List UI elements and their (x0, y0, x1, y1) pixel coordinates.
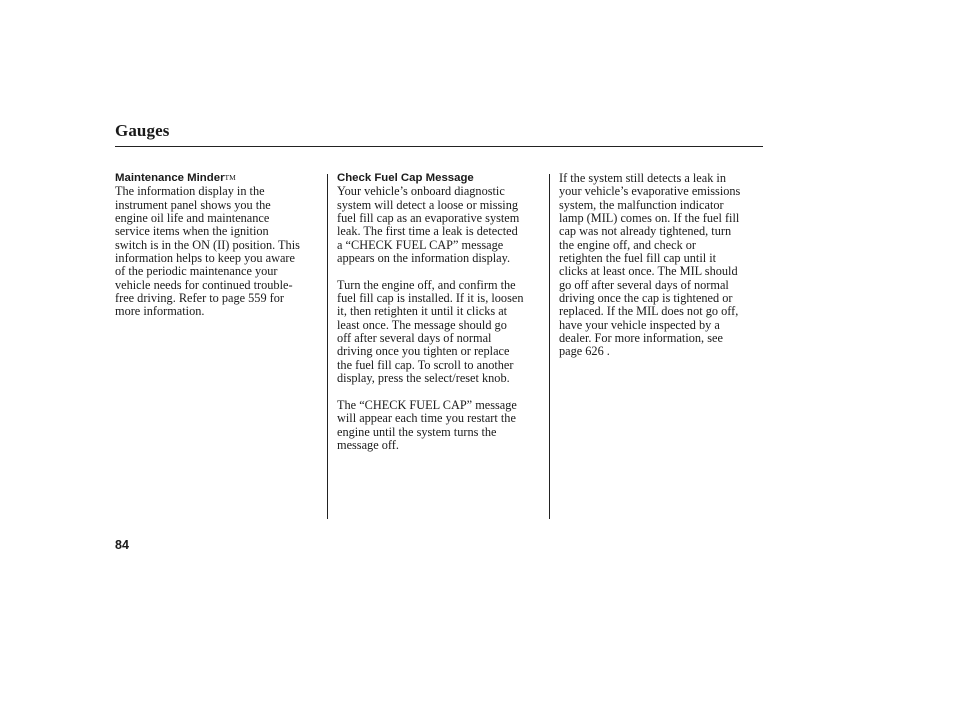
text-line: will appear each time you restart the (337, 411, 516, 426)
text-line: retighten the fuel fill cap until it (559, 251, 717, 266)
text-line: of the periodic maintenance your (115, 264, 278, 279)
text-line: replaced. If the MIL does not go off, (559, 304, 739, 319)
text-line: off after several days of normal (337, 331, 492, 346)
column-check-fuel-cap (337, 172, 547, 452)
text-line: it, then retighten it until it clicks at (337, 304, 508, 319)
text-line: lamp (MIL) comes on. If the fuel fill (559, 211, 740, 226)
text-line: system will detect a loose or missing (337, 197, 519, 212)
text-line: your vehicle’s evaporative emissions (559, 184, 741, 199)
text-line: vehicle needs for continued trouble- (115, 277, 293, 292)
paragraph-spacer (337, 265, 547, 278)
section-heading: Check Fuel Cap Message (337, 172, 474, 184)
paragraph (337, 185, 547, 265)
column-divider (327, 174, 328, 519)
page-number: 84 (115, 538, 129, 552)
text-line: dealer. For more information, see (559, 331, 723, 346)
text-line: fuel fill cap is installed. If it is, loosen (337, 291, 524, 306)
text-line: a “CHECK FUEL CAP” message (337, 237, 504, 252)
text-line: fuel fill cap as an evaporative system (337, 211, 520, 226)
text-line: leak. The first time a leak is detected (337, 224, 518, 239)
text-line: Turn the engine off, and confirm the (337, 277, 516, 292)
column-divider (549, 174, 550, 519)
text-line: the fuel fill cap. To scroll to another (337, 357, 514, 372)
heading-text: Maintenance Minder (115, 172, 225, 184)
text-line: driving once you tighten or replace (337, 344, 510, 359)
section-heading (115, 172, 325, 185)
trademark-symbol: TM (224, 173, 236, 182)
text-line: system, the malfunction indicator (559, 197, 724, 212)
page-title: Gauges (115, 121, 170, 140)
text-line: clicks at least once. The MIL should (559, 264, 738, 279)
paragraph (559, 172, 764, 359)
text-line: the engine off, and check or (559, 237, 697, 252)
column-maintenance-minder (115, 172, 325, 319)
text-line: switch is in the ON (II) position. This (115, 237, 300, 252)
text-line: go off after several days of normal (559, 277, 729, 292)
text-line: information helps to keep you aware (115, 251, 295, 266)
text-line: If the system still detects a leak in (559, 171, 726, 185)
text-line: service items when the ignition (115, 224, 269, 239)
text-line: Your vehicle’s onboard diagnostic (337, 184, 505, 199)
column-mil-info (559, 172, 764, 359)
paragraph-spacer (337, 386, 547, 399)
text-line: free driving. Refer to page 559 for (115, 291, 285, 306)
text-line: engine oil life and maintenance (115, 211, 270, 226)
text-line: least once. The message should go (337, 317, 507, 332)
text-line: instrument panel shows you the (115, 197, 271, 212)
text-line: message off. (337, 437, 399, 452)
text-line: more information. (115, 304, 205, 319)
text-line: appears on the information display. (337, 251, 511, 266)
text-line: cap was not already tightened, turn (559, 224, 732, 239)
title-divider (115, 146, 763, 147)
text-line: page 626 . (559, 344, 610, 359)
text-line: The “CHECK FUEL CAP” message (337, 397, 517, 412)
paragraph (115, 185, 325, 318)
text-line: have your vehicle inspected by a (559, 317, 720, 332)
paragraph (337, 399, 547, 452)
text-line: driving once the cap is tightened or (559, 291, 733, 306)
text-line: engine until the system turns the (337, 424, 497, 439)
text-line: display, press the select/reset knob. (337, 371, 510, 386)
paragraph (337, 279, 547, 386)
text-line: The information display in the (115, 184, 265, 199)
